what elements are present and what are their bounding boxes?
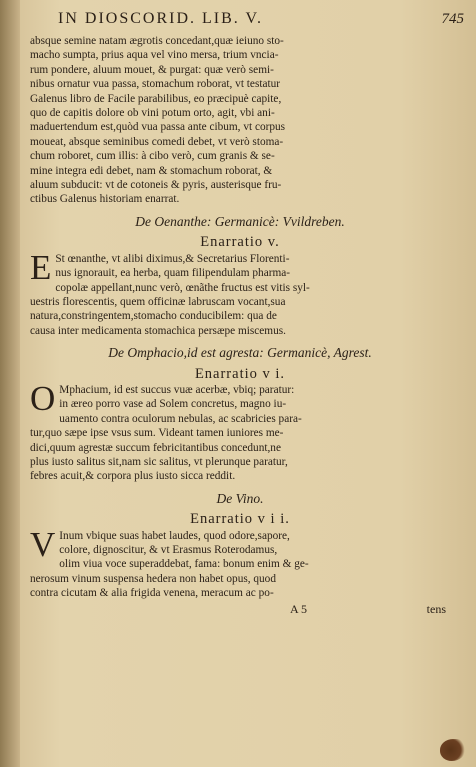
text-line: St œnanthe, vt alibi diximus,& Secretarius Florenti- — [55, 252, 290, 265]
page-footer — [30, 601, 450, 617]
paragraph-omphacium — [30, 378, 450, 484]
text-line: in æreo porro vase ad Solem concretus, magno iu- — [59, 398, 287, 411]
enarratio-title: Enarratio v i. — [194, 365, 286, 382]
text-line: aluum subducit: vt de cotoneis & pyris, austerisque fru- — [30, 179, 282, 192]
text-line: contra cicutam & alia frigida venena, meracum ac po- — [30, 587, 274, 600]
text-line: rum pondere, aluum mouet, & purgat: quæ verò semi- — [30, 63, 274, 76]
text-line: natura,constringentem,stomacho conducibilem: qua de — [30, 310, 277, 323]
page-header — [30, 10, 464, 34]
running-head: IN DIOSCORID. LIB. V. — [58, 10, 263, 27]
text-line: ctibus Galenus historiam enarrat. — [30, 193, 180, 206]
page-number: 745 — [441, 11, 464, 27]
drop-cap: E — [30, 247, 52, 287]
signature-mark: A 5 — [290, 601, 308, 616]
enarratio-title: Enarratio v. — [200, 234, 280, 251]
text-line: copolæ appellant,nunc verò, œnãthe fructus est vitis syl- — [55, 281, 310, 294]
page-text — [30, 10, 464, 617]
text-line: plus iusto salitus sit,nam sic salitus, vt plerunque paratur, — [30, 455, 288, 468]
text-line: uestris florescentis, quem officinæ labruscam vocant,sua — [30, 295, 286, 308]
drop-cap: O — [30, 378, 56, 418]
text-line: nus ignorauit, ea herba, quam filipendulam pharma- — [55, 267, 291, 280]
text-line: Galenus libro de Facile parabilibus, eo præcipuè capite, — [30, 92, 282, 105]
text-line: quo de capitis dolore ob vini potum orto, agit, vbi ani- — [30, 107, 275, 120]
text-line: macho sumpta, prius aqua vel vino mersa, trium vncia- — [30, 49, 279, 62]
text-line: uamento contra oculorum nebulas, ac scabricies para- — [59, 412, 302, 425]
text-line: Mphacium, id est succus vuæ acerbæ, vbiq; paratur: — [59, 383, 295, 396]
drop-cap: V — [30, 524, 56, 564]
text-line: chum roboret, cum illis: à cibo verò, cum granis & se- — [30, 150, 275, 163]
ink-stain — [440, 739, 466, 761]
text-line: olim viua voce superaddebat, fama: bonum enim & ge- — [59, 558, 309, 571]
section-heading-omphacium: De Omphacio,id est agresta: Germanicè, Agrest. — [108, 345, 372, 361]
catchword: tens — [426, 601, 446, 616]
text-line: maduertendum est,quòd vua passa ante cibum, vt corpus — [30, 121, 286, 134]
text-line: febres acuit,& corpora plus iusto sicca reddit. — [30, 470, 236, 483]
text-line: nerosum vinum suspensa hedera non habet opus, quod — [30, 572, 276, 585]
text-line: nibus ornatur vua passa, stomachum roborat, vt testatur — [30, 78, 281, 91]
text-line: dici,quum agrestæ succum febricitantibus concedunt,ne — [30, 441, 281, 454]
section-heading-vino: De Vino. — [216, 490, 264, 506]
text-line: absque semine natam ægrotis concedant,quæ ieiuno sto- — [30, 35, 284, 47]
text-line: Inum vbique suas habet laudes, quod odore,sapore, — [59, 529, 290, 542]
section-heading-oenanthe: De Oenanthe: Germanicè: Vvildreben. — [135, 213, 345, 229]
text-line: moueat, absque seminibus comedi debet, vt verò stoma- — [30, 135, 284, 148]
paragraph-oenanthe — [30, 247, 450, 338]
paragraph-vino — [30, 524, 450, 601]
binding-gutter — [0, 0, 20, 767]
text-line: tur,quo sæpe ipse vsus sum. Videant tamen iuniores me- — [30, 427, 284, 440]
text-line: causa inter medicamenta stomachica persæpe miscemus. — [30, 324, 286, 337]
intro-paragraph — [30, 34, 450, 207]
text-line: colore, dignoscitur, & vt Erasmus Roterodamus, — [59, 544, 278, 556]
text-line: mine integra edi debet, nam & stomachum roborat, & — [30, 164, 273, 177]
enarratio-title: Enarratio v i i. — [190, 511, 290, 528]
